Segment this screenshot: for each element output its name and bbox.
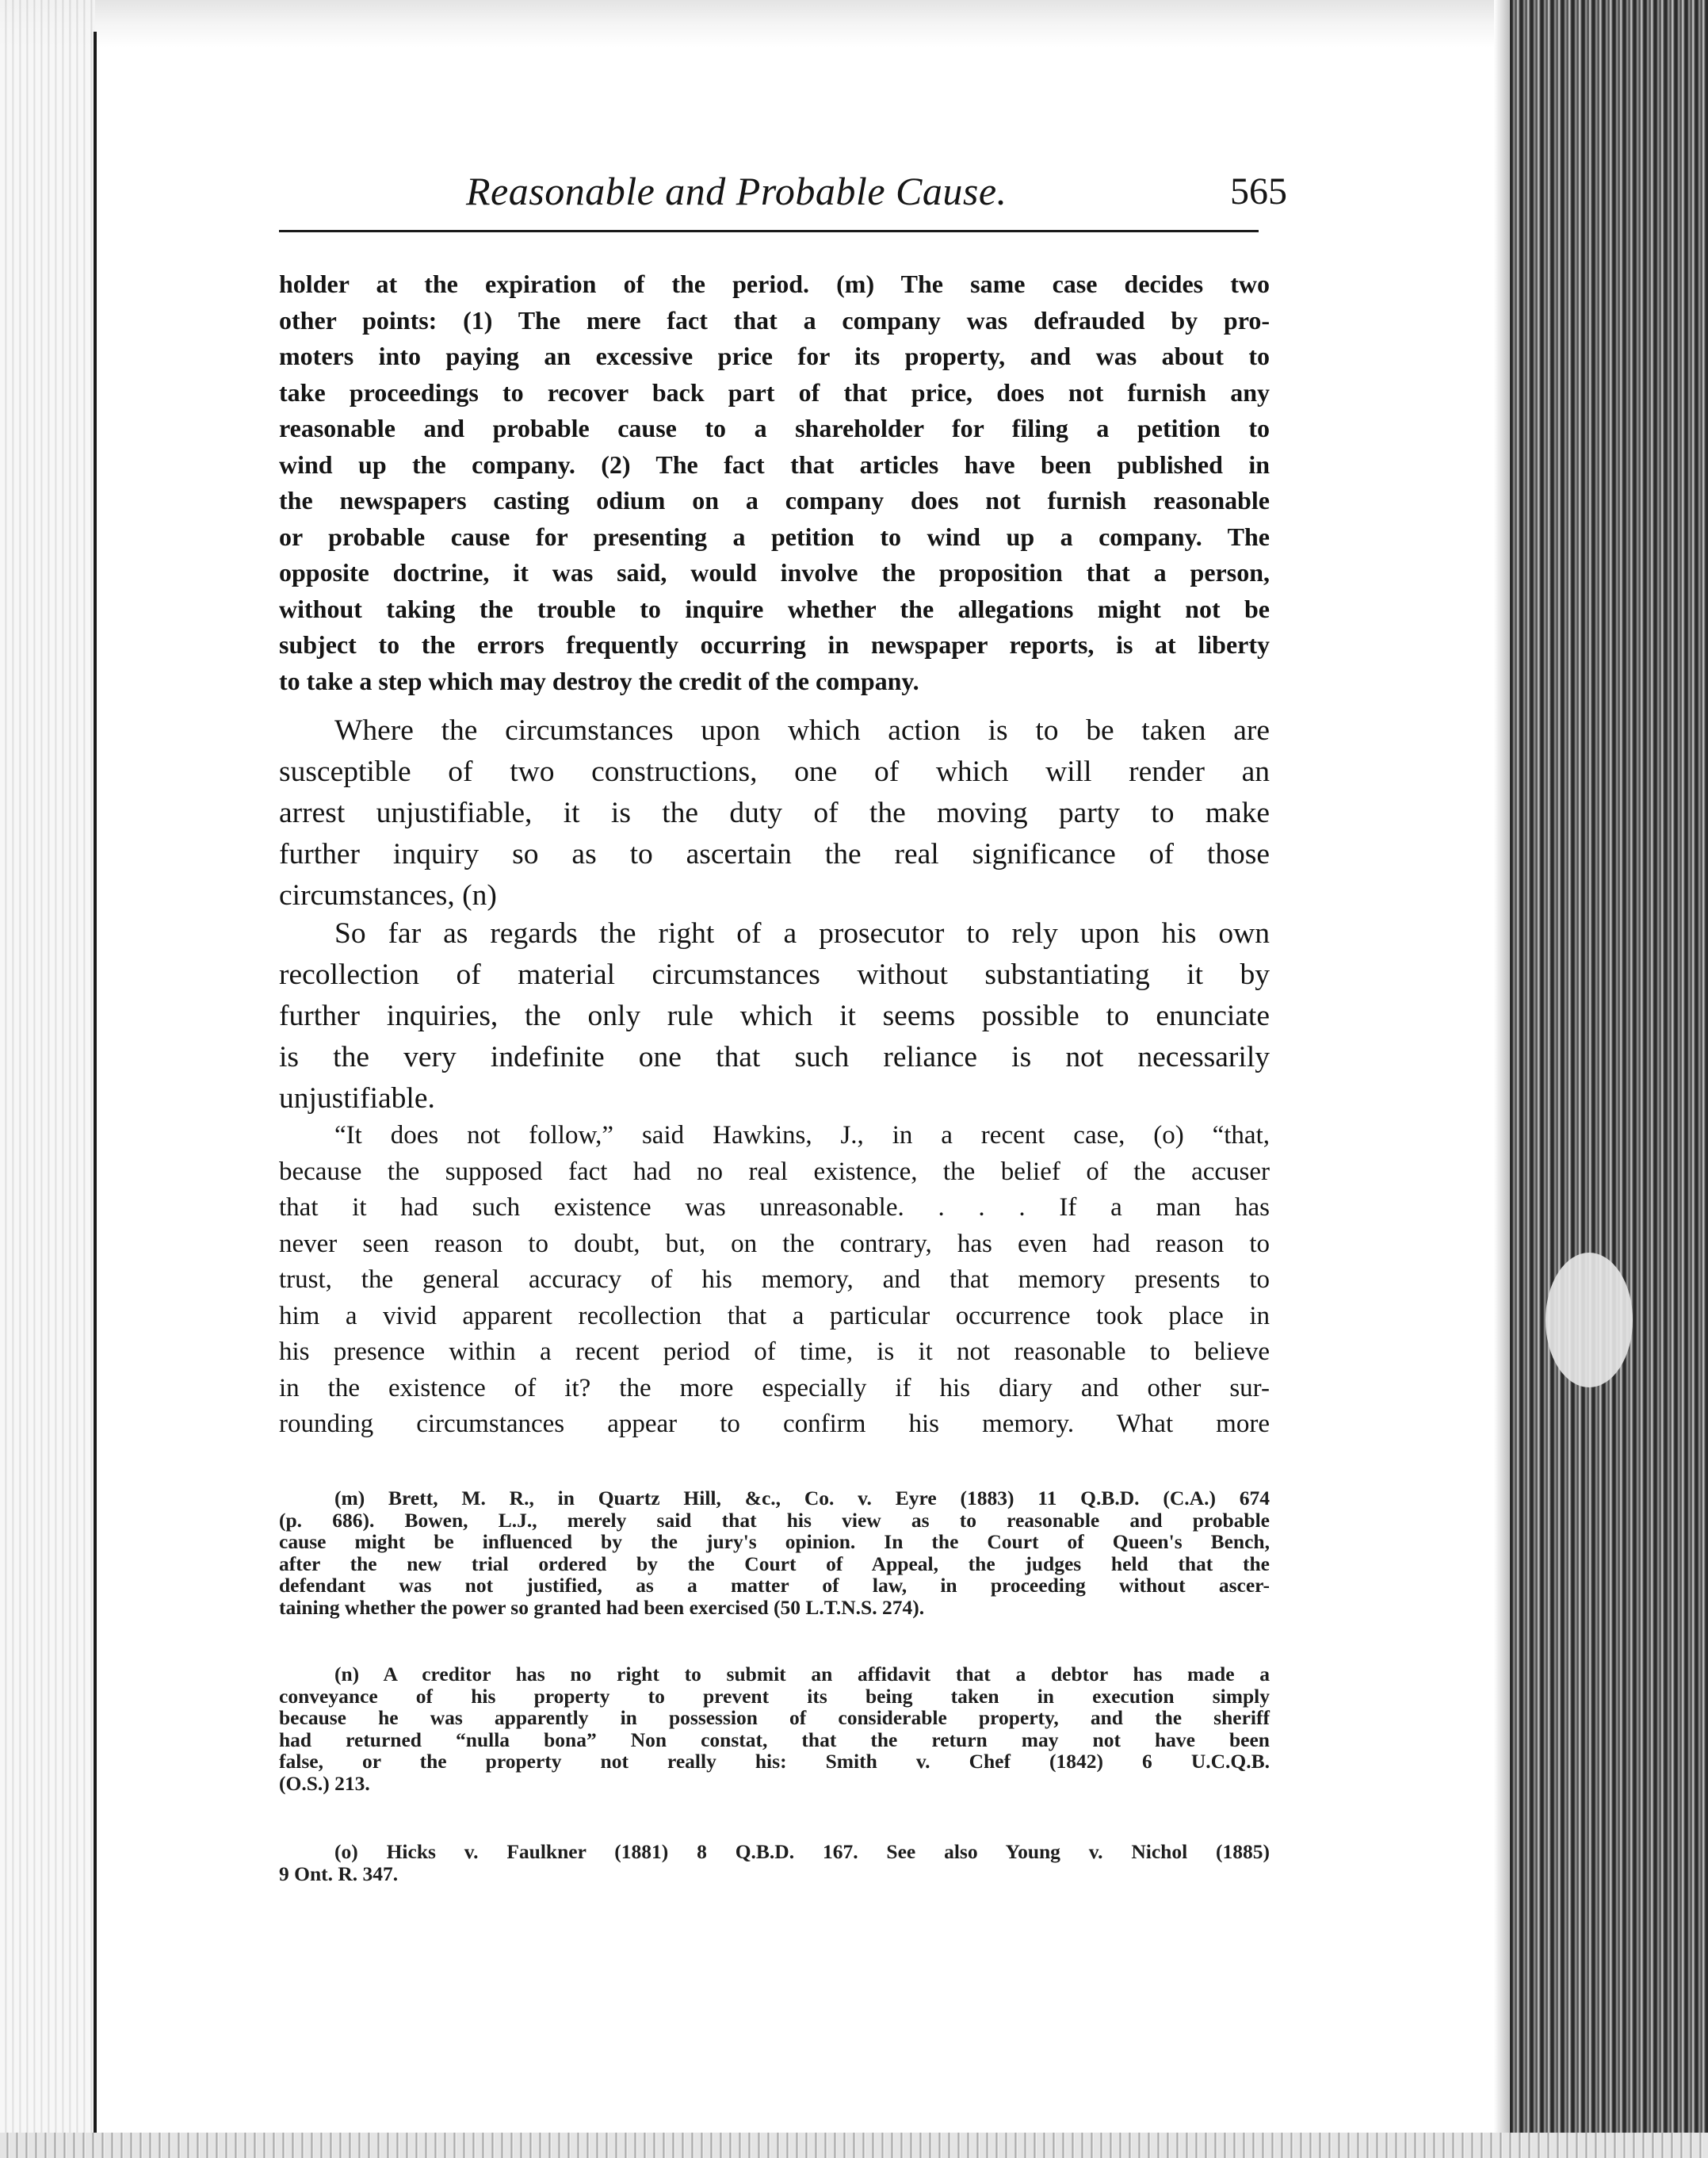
paragraph-3 bbox=[279, 913, 1270, 1119]
scan-edge-right bbox=[1510, 0, 1708, 2158]
text-line: “It does not follow,” said Hawkins, J., in a recent case, (o) “that, bbox=[334, 1121, 1270, 1150]
text-line: Where the circumstances upon which action is to be taken are bbox=[334, 714, 1270, 747]
text-line: or probable cause for presenting a petition to wind up a company. The bbox=[279, 522, 1270, 551]
text-line: So far as regards the right of a prosecutor to rely upon his own bbox=[334, 917, 1270, 950]
text-line: him a vivid apparent recollection that a particular occurrence took place in bbox=[279, 1301, 1270, 1330]
footnote-line: (o) Hicks v. Faulkner (1881) 8 Q.B.D. 167. See also Young v. Nichol (1885) bbox=[334, 1840, 1270, 1863]
text-line: unjustifiable. bbox=[279, 1082, 435, 1115]
footnote-line: (p. 686). Bowen, L.J., merely said that his view as to reasonable and probable bbox=[279, 1508, 1270, 1532]
text-line: further inquiries, the only rule which it seems possible to enunciate bbox=[279, 1000, 1270, 1032]
text-line: the newspapers casting odium on a company does not furnish reasonable bbox=[279, 486, 1270, 515]
text-line: recollection of material circumstances without substantiating it by bbox=[279, 958, 1270, 991]
text-line: without taking the trouble to inquire whether the allegations might not be bbox=[279, 594, 1270, 623]
footnote-o bbox=[279, 1841, 1270, 1884]
text-line: rounding circumstances appear to confirm his memory. What more bbox=[279, 1410, 1270, 1438]
footnote-line: (n) A creditor has no right to submit an affidavit that a debtor has made a bbox=[334, 1663, 1270, 1685]
text-line: is the very indefinite one that such reliance is not necessarily bbox=[279, 1041, 1270, 1073]
footnote-line: had returned “nulla bona” Non constat, that the return may not have been bbox=[279, 1728, 1270, 1751]
header-rule bbox=[279, 230, 1259, 232]
running-title: Reasonable and Probable Cause. bbox=[466, 169, 1007, 213]
footnote-line: (m) Brett, M. R., in Quartz Hill, &c., Co. v. Eyre (1883) 11 Q.B.D. (C.A.) 674 bbox=[334, 1486, 1270, 1509]
scan-edge-right-spot bbox=[1546, 1253, 1633, 1387]
scan-gutter-line bbox=[94, 32, 97, 2148]
text-line: opposite doctrine, it was said, would involve the proposition that a person, bbox=[279, 558, 1270, 587]
scan-edge-bottom bbox=[0, 2133, 1708, 2158]
footnote-n bbox=[279, 1663, 1270, 1794]
footnote-line: conveyance of his property to prevent its being taken in execution simply bbox=[279, 1684, 1270, 1708]
text-line: other points: (1) The mere fact that a company was defrauded by pro- bbox=[279, 305, 1270, 335]
footnote-line: cause might be influenced by the jury's opinion. In the Court of Queen's Bench, bbox=[279, 1530, 1270, 1553]
text-line: in the existence of it? the more especially if his diary and other sur- bbox=[279, 1373, 1270, 1402]
text-line: wind up the company. (2) The fact that articles have been published in bbox=[279, 450, 1270, 479]
text-line: that it had such existence was unreasonable. . . . If a man has bbox=[279, 1193, 1270, 1222]
footnote-line: defendant was not justified, as a matter of law, in proceeding without ascer- bbox=[279, 1574, 1270, 1597]
footnote-line: 9 Ont. R. 347. bbox=[279, 1861, 399, 1885]
text-line: take proceedings to recover back part of that price, does not furnish any bbox=[279, 377, 1270, 407]
scan-edge-left bbox=[0, 0, 95, 2158]
text-line: subject to the errors frequently occurring in newspaper reports, is at liberty bbox=[279, 630, 1270, 659]
text-line: arrest unjustifiable, it is the duty of the moving party to make bbox=[279, 797, 1270, 829]
text-line: further inquiry so as to ascertain the real significance of those bbox=[279, 838, 1270, 870]
scan-edge-top bbox=[0, 0, 1708, 48]
footnote-line: taining whether the power so granted had been exercised (50 L.T.N.S. 274). bbox=[279, 1595, 925, 1619]
footnote-line: false, or the property not really his: Smith v. Chef (1842) 6 U.C.Q.B. bbox=[279, 1750, 1270, 1773]
text-line: circumstances, (n) bbox=[279, 879, 497, 912]
text-line: his presence within a recent period of time, is it not reasonable to believe bbox=[279, 1337, 1270, 1366]
text-line: to take a step which may destroy the credit of the company. bbox=[279, 666, 919, 695]
text-line: moters into paying an excessive price for its property, and was about to bbox=[279, 342, 1270, 370]
page-number: 565 bbox=[1230, 170, 1287, 212]
footnote-line: (O.S.) 213. bbox=[279, 1771, 370, 1795]
footnote-line: after the new trial ordered by the Court of Appeal, the judges held that the bbox=[279, 1552, 1270, 1575]
text-line: never seen reason to doubt, but, on the contrary, has even had reason to bbox=[279, 1229, 1270, 1258]
paragraph-4 bbox=[279, 1118, 1270, 1443]
text-line: holder at the expiration of the period. (m) The same case decides two bbox=[279, 270, 1270, 298]
text-line: because the supposed fact had no real existence, the belief of the accuser bbox=[279, 1157, 1270, 1186]
running-head bbox=[466, 168, 1287, 224]
paragraph-1 bbox=[279, 266, 1270, 699]
text-line: reasonable and probable cause to a shareholder for filing a petition to bbox=[279, 414, 1270, 442]
footnote-line: because he was apparently in possession of considerable property, and the sheriff bbox=[279, 1706, 1270, 1729]
text-line: trust, the general accuracy of his memory, and that memory presents to bbox=[279, 1265, 1270, 1294]
text-line: susceptible of two constructions, one of which will render an bbox=[279, 756, 1270, 788]
paragraph-2 bbox=[279, 710, 1270, 916]
footnote-m bbox=[279, 1487, 1270, 1618]
